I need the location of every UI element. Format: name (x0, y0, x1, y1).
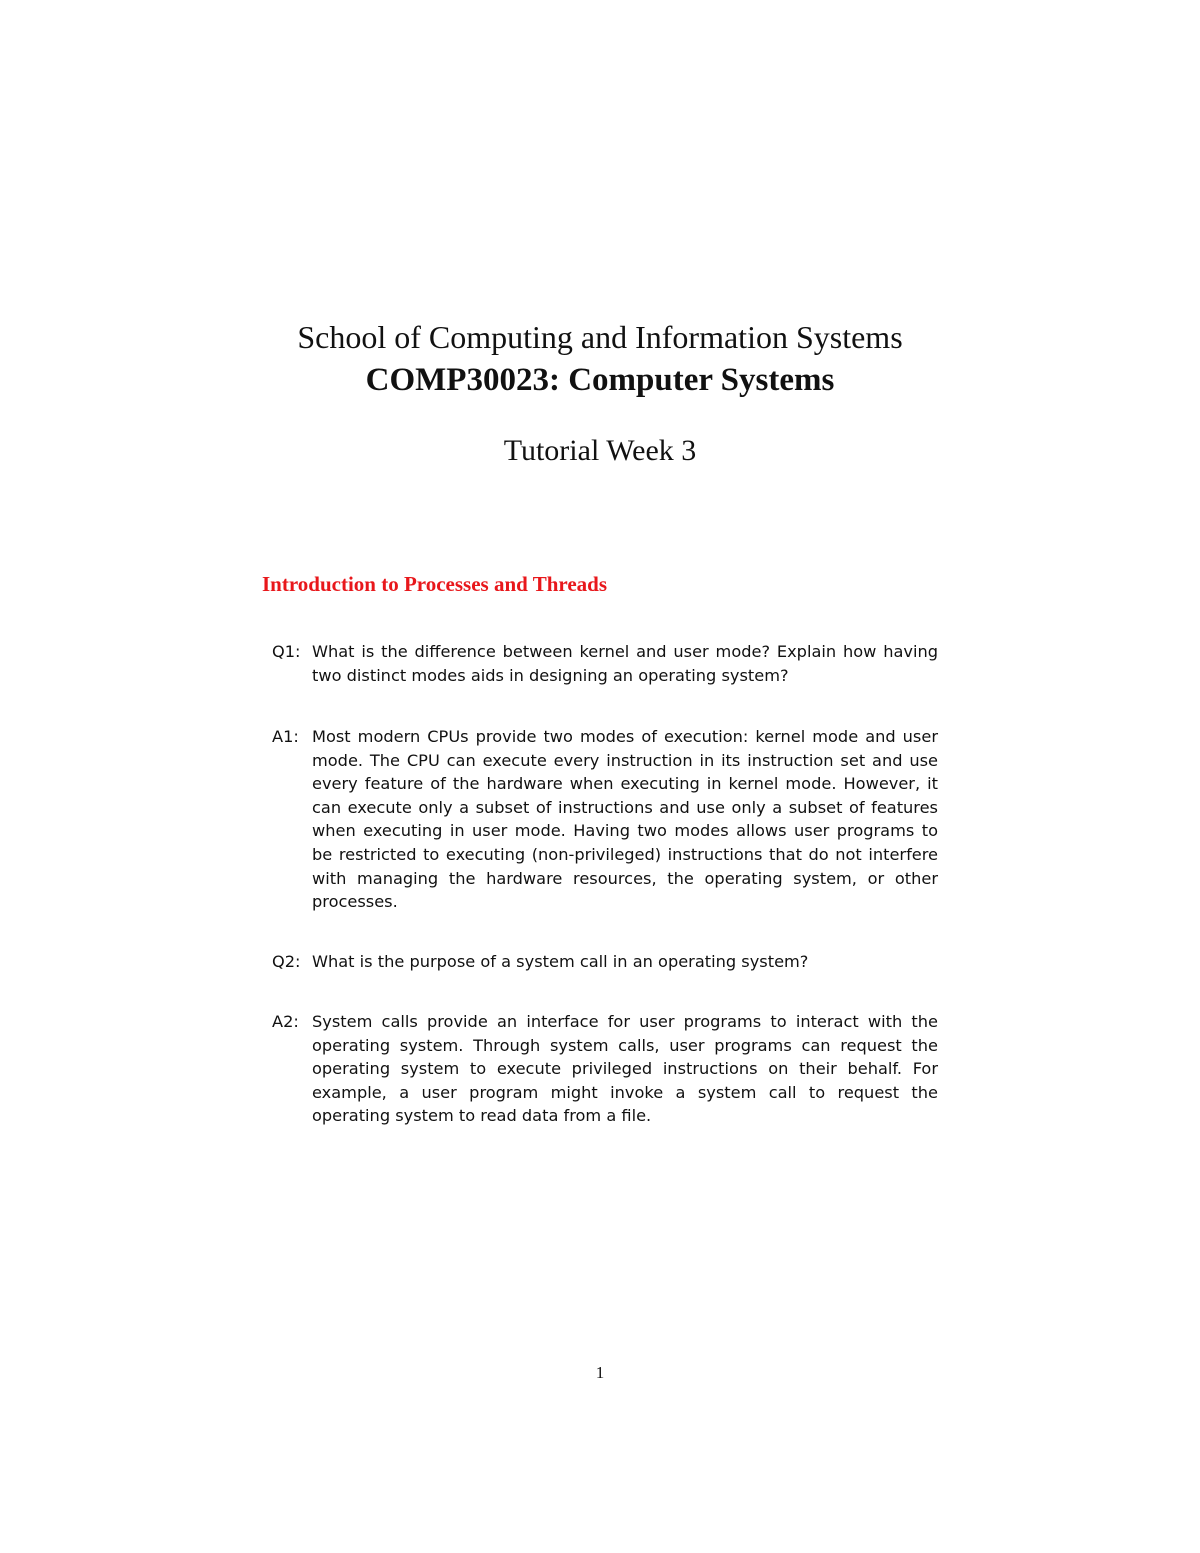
document-header (0, 318, 1200, 470)
question-1 (272, 640, 938, 687)
answer-1 (272, 725, 938, 914)
question-2 (272, 950, 938, 974)
answer-text: Most modern CPUs provide two modes of execution: kernel mode and user mode. The CPU can execute every instruction in its instruction set and use every feature of the hardware when executing in kernel mode. However, it can execute only a subset of instructions and use only a subset of features when executing in user mode. Having two modes allows user programs to be restricted to executing (non-privileged) instructions that do not interfere with managing the hardware resources, the operating system, or other processes. (312, 727, 938, 912)
page-number: 1 (595, 1363, 605, 1382)
section-title: Introduction to Processes and Threads (262, 572, 607, 596)
question-text: What is the difference between kernel and user mode? Explain how having two distinct modes aids in designing an operating system? (312, 642, 938, 685)
answer-text: System calls provide an interface for user programs to interact with the operating system. Through system calls, user programs can request the operating system to execute privileged instructions on their behalf. For example, a user program might invoke a system call to request the operating system to read data from a file. (312, 1012, 938, 1126)
question-label: Q1: (272, 642, 301, 661)
course-title: COMP30023: Computer Systems (365, 362, 835, 398)
school-name: School of Computing and Information Systems (297, 319, 903, 355)
tutorial-week: Tutorial Week 3 (503, 434, 697, 467)
question-text: What is the purpose of a system call in an operating system? (312, 952, 809, 971)
answer-label: A1: (272, 727, 299, 746)
question-label: Q2: (272, 952, 301, 971)
answer-label: A2: (272, 1012, 299, 1031)
answer-2 (272, 1010, 938, 1128)
